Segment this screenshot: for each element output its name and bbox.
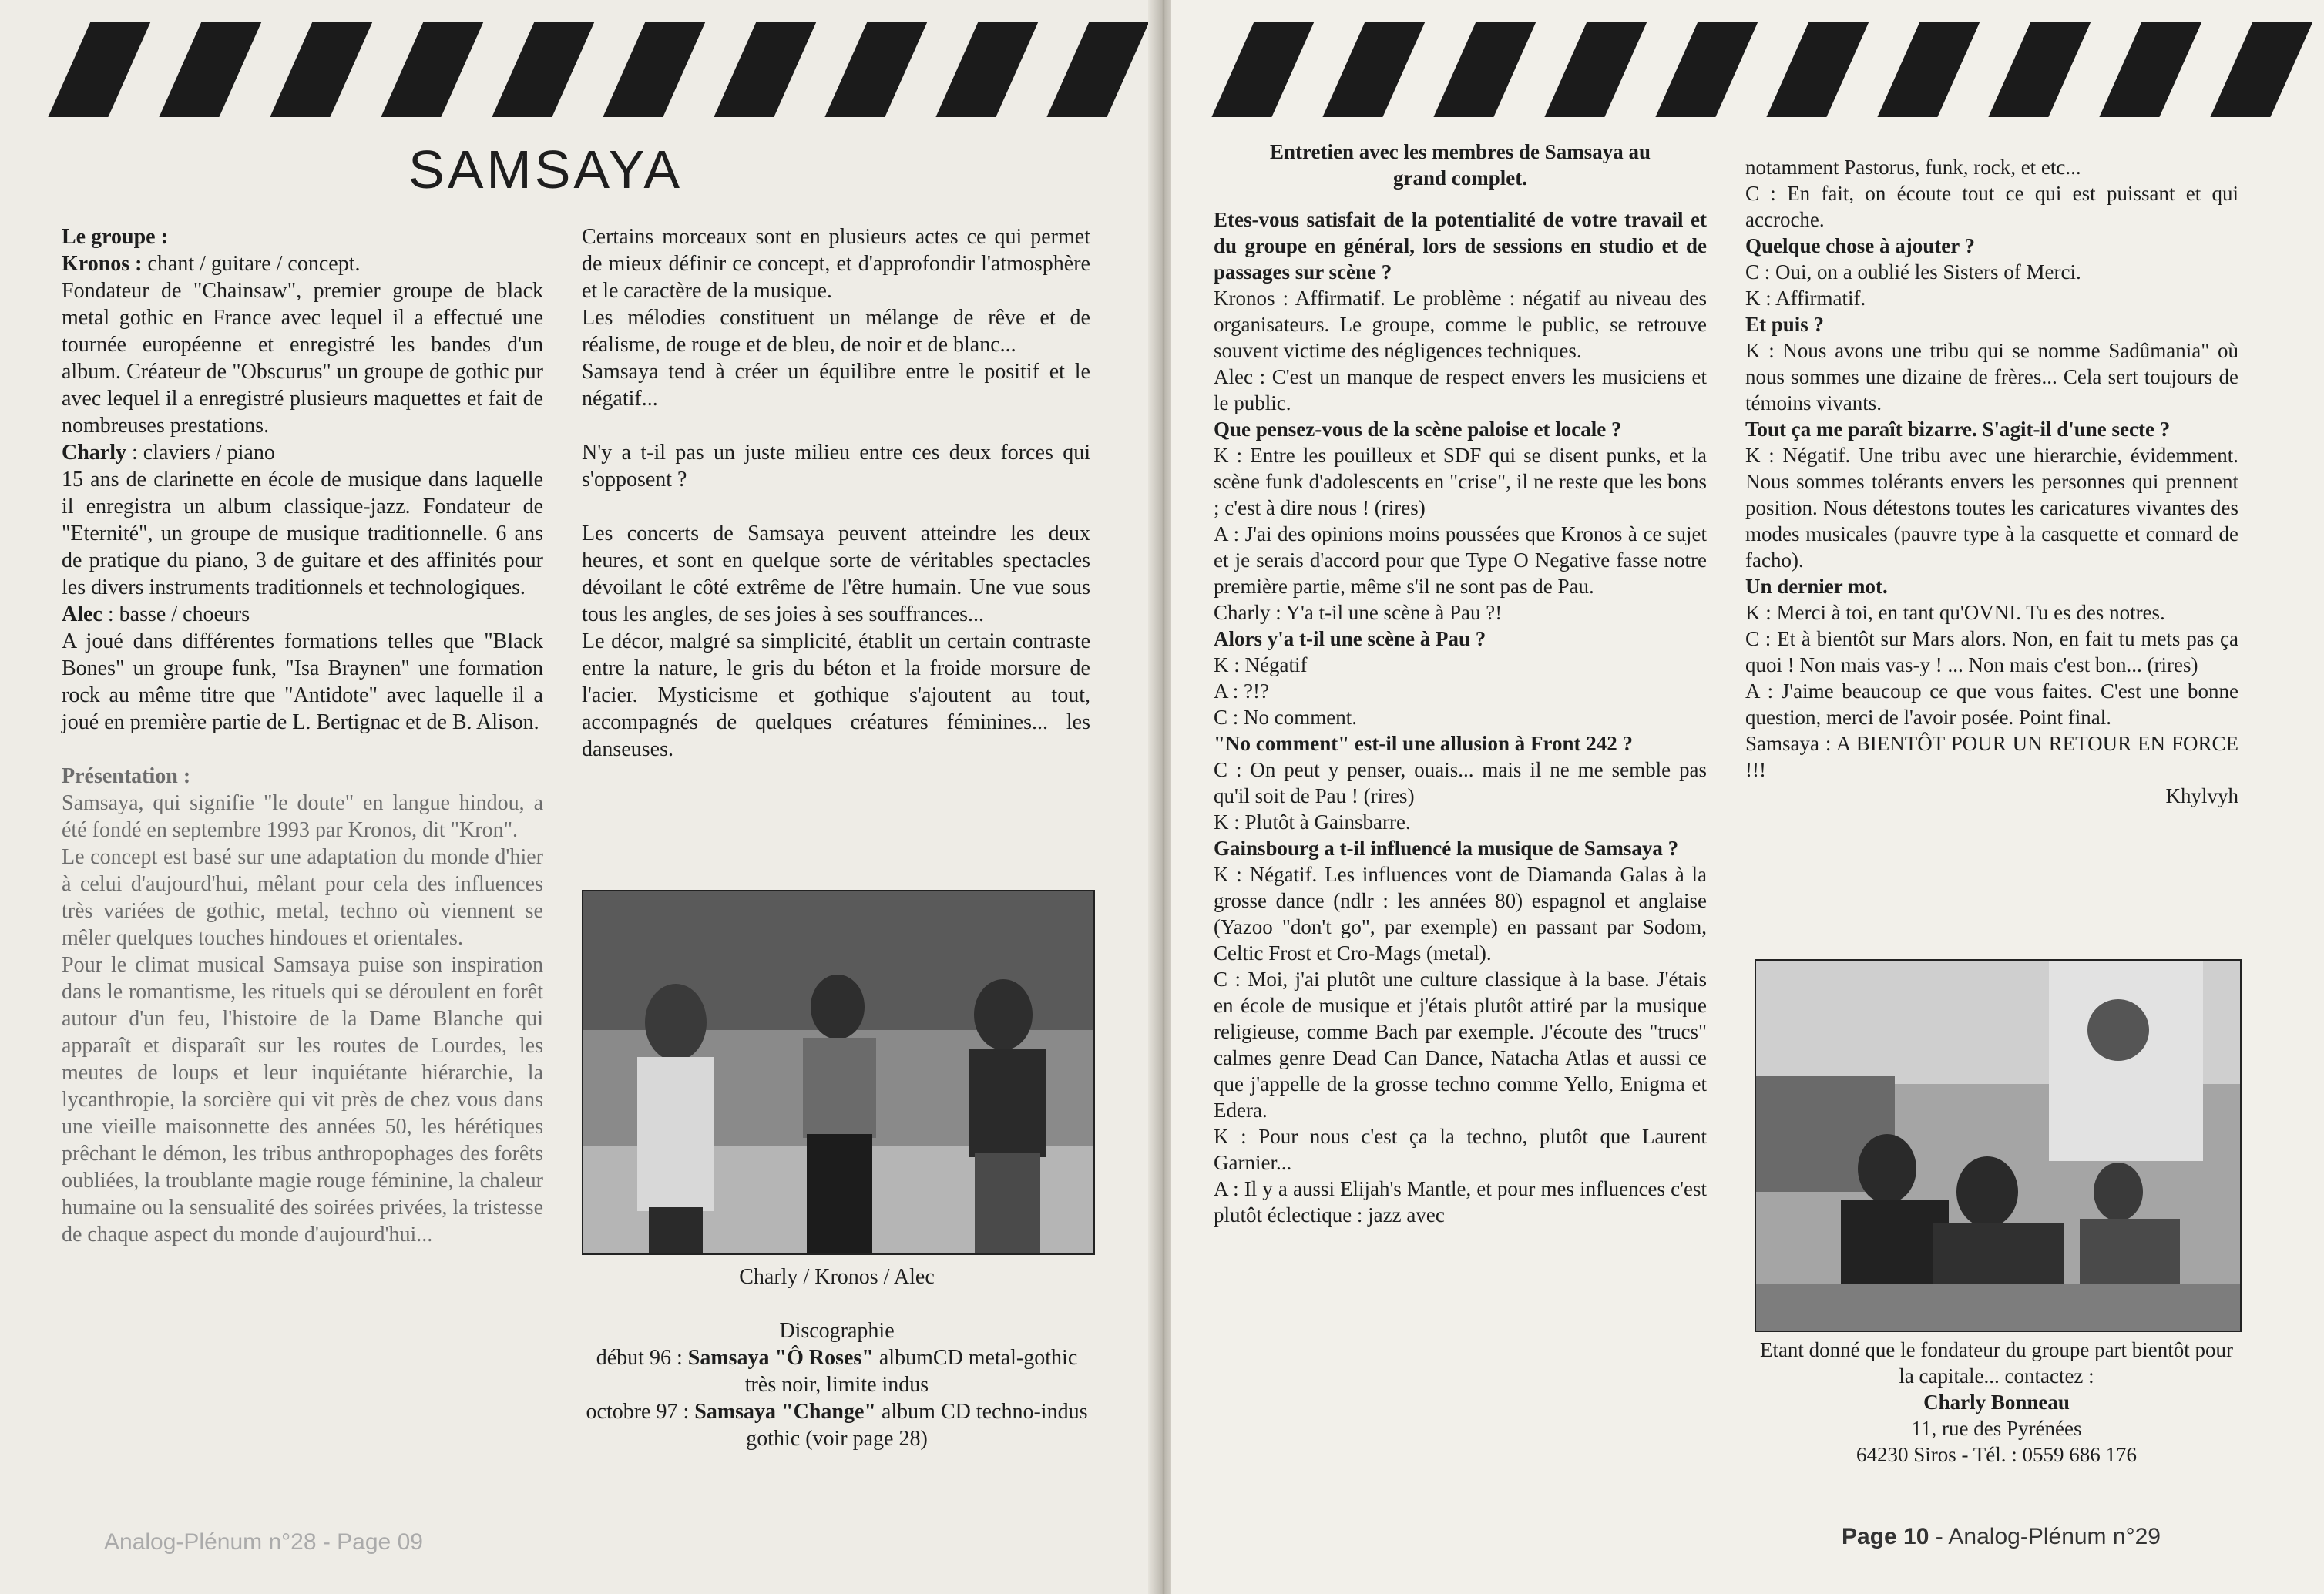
- band-photo-2-image: [1756, 961, 2240, 1331]
- interview-intro: Entretien avec les membres de Samsaya au grand complet.: [1270, 140, 1651, 190]
- stripe: [159, 22, 261, 117]
- spacer: [1214, 191, 1707, 206]
- left-column-1: [62, 223, 543, 1248]
- left-column-2: [582, 223, 1090, 763]
- photo-caption: Charly / Kronos / Alec: [739, 1265, 935, 1289]
- presentation-block: [62, 763, 543, 1248]
- answer-8: K : Négatif. Une tribu avec une hierarchie, évidemment. Nous sommes tolérants envers les personnes qui prennent position. Nous détestons toutes les caricatures vivantes des modes musicales (pauvre type à la casquette et connard de facho).: [1745, 444, 2238, 572]
- answer-6: C : Oui, on a oublié les Sisters of Merci.: [1745, 260, 2081, 284]
- disco-title-1: Samsaya "Ô Roses": [687, 1346, 874, 1370]
- answer-9b: C : Et à bientôt sur Mars alors. Non, en fait tu mets pas ça quoi ! Non mais vas-y ! ... Non mais c'est bon... (rires): [1745, 627, 2238, 676]
- stripe: [1322, 22, 1425, 117]
- stripe: [824, 22, 927, 117]
- header-stripes: [1233, 22, 2292, 122]
- concept-paragraph-4: N'y a t-il pas un juste milieu entre ces deux forces qui s'opposent ?: [582, 441, 1090, 492]
- alec-name: Alec: [62, 602, 102, 626]
- kronos-bio: Fondateur de "Chainsaw", premier groupe de black metal gothic en France avec lequel il a effectué une tournée européenne et enregistré les bandes d'un album. Créateur de "Obscurus" un groupe de gothic pur avec lequel il a enregistré plusieurs maquettes et fait de nombreuses prestations.: [62, 279, 543, 438]
- stripe: [1211, 22, 1314, 117]
- question-9: Un dernier mot.: [1745, 575, 1888, 598]
- contact-block: [1755, 1337, 2238, 1468]
- answer-1b: Alec : C'est un manque de respect envers les musiciens et le public.: [1214, 365, 1707, 414]
- right-column-2: [1745, 154, 2238, 809]
- kronos-line: [62, 250, 543, 277]
- question-6: Quelque chose à ajouter ?: [1745, 234, 1975, 257]
- discography: [582, 1263, 1092, 1452]
- stripe: [714, 22, 816, 117]
- charly-role: : claviers / piano: [126, 441, 275, 465]
- left-page: [0, 0, 1156, 1594]
- stripe: [1988, 22, 2091, 117]
- charly-line: [62, 439, 543, 466]
- continued-answer: notamment Pastorus, funk, rock, et etc...: [1745, 156, 2081, 179]
- presentation-heading: Présentation :: [62, 764, 191, 788]
- answer-2c: Charly : Y'a t-il une scène à Pau ?!: [1214, 601, 1503, 624]
- header-stripes: [69, 22, 1128, 122]
- question-4: "No comment" est-il une allusion à Front 242 ?: [1214, 732, 1633, 755]
- decor-paragraph: Le décor, malgré sa simplicité, établit un certain contraste entre la nature, le gris du béton et la froide morsure de l'acier. Mysticisme et gothique s'ajoutent au tout, accompagnés de quelques créatures féminines... les danseuses.: [582, 629, 1090, 761]
- concept-paragraph-2: Les mélodies constituent un mélange de rêve et de réalisme, de rouge et de bleu, de noir et de blanc...: [582, 306, 1090, 357]
- question-7: Et puis ?: [1745, 313, 1825, 336]
- right-page-footer: [1842, 1524, 2161, 1550]
- stripe: [492, 22, 594, 117]
- band-photo-image: [583, 891, 1093, 1253]
- discography-heading: Discographie: [779, 1319, 895, 1343]
- answer-7: K : Nous avons une tribu qui se nomme Sadûmania" où nous sommes une dizaine de frères... Cela sert toujours de témoins vivants.: [1745, 339, 2238, 414]
- answer-4b: K : Plutôt à Gainsbarre.: [1214, 810, 1411, 834]
- question-2: Que pensez-vous de la scène paloise et locale ?: [1214, 418, 1622, 441]
- stripe: [270, 22, 372, 117]
- band-photo-2: [1755, 959, 2242, 1332]
- presentation-p1: Samsaya, qui signifie "le doute" en langue hindou, a été fondé en septembre 1993 par Kronos, dit "Kron".: [62, 791, 543, 842]
- discography-item-1: [582, 1344, 1092, 1398]
- charly-bio: 15 ans de clarinette en école de musique dans laquelle il enregistra un album classique-jazz. Fondateur de "Eternité", un groupe de musique traditionnelle. 6 ans de pratique du piano, 3 de guitare et des affinités pour les divers instruments traditionnels et technologiques.: [62, 468, 543, 599]
- answer-2: K : Entre les pouilleux et SDF qui se disent punks, et la scène funk d'adolescents en "crise", il ne reste que les bons ; c'est à dire nous ! (rires): [1214, 444, 1707, 519]
- groupe-heading: Le groupe :: [62, 225, 168, 249]
- concerts-paragraph: Les concerts de Samsaya peuvent atteindre les deux heures, et sont en quelque sorte de véritables spectacles dévoilant le côté extrême de l'être humain. Une vue sous tous les angles, de ses joies à ses souffrances...: [582, 522, 1090, 626]
- answer-4: C : On peut y penser, ouais... mais il ne me semble pas qu'il soit de Pau ! (rires): [1214, 758, 1707, 807]
- answer-5: K : Négatif. Les influences vont de Diamanda Galas à la grosse dance (ndlr : les années 80) espagnol et anglaise (Yazoo "don't go", par exemple) en passant par Sodom, Celtic Frost et Cro-Mags (metal).: [1214, 863, 1707, 965]
- question-1: Etes-vous satisfait de la potentialité de votre travail et du groupe en général, lors de sessions en studio et de passages sur scène ?: [1214, 208, 1707, 284]
- left-page-footer: Analog-Plénum n°28 - Page 09: [104, 1529, 423, 1555]
- stripe: [1655, 22, 1758, 117]
- band-photo: [582, 890, 1095, 1255]
- answer-9d: Samsaya : A BIENTÔT POUR UN RETOUR EN FORCE !!!: [1745, 732, 2238, 781]
- answer-9: K : Merci à toi, en tant qu'OVNI. Tu es des notres.: [1745, 601, 2165, 624]
- stripe: [603, 22, 705, 117]
- contact-text: Etant donné que le fondateur du groupe part bientôt pour la capitale... contactez :: [1759, 1338, 2234, 1388]
- answer-3: K : Négatif: [1214, 653, 1308, 676]
- disco-desc-2: album CD techno-indus gothic (voir page 28): [746, 1400, 1088, 1451]
- page-number: Page 10: [1842, 1524, 1929, 1549]
- question-5: Gainsbourg a t-il influencé la musique de Samsaya ?: [1214, 837, 1679, 860]
- disco-title-2: Samsaya "Change": [694, 1400, 876, 1424]
- kronos-role: chant / guitare / concept.: [142, 252, 361, 276]
- answer-3c: C : No comment.: [1214, 706, 1357, 729]
- magazine-issue: - Analog-Plénum n°29: [1929, 1524, 2161, 1549]
- disco-desc-1: albumCD metal-gothic très noir, limite indus: [744, 1346, 1078, 1397]
- question-3: Alors y'a t-il une scène à Pau ?: [1214, 627, 1486, 650]
- kronos-name: Kronos :: [62, 252, 143, 276]
- disco-date-1: début 96 :: [596, 1346, 688, 1370]
- concept-paragraph-1: Certains morceaux sont en plusieurs actes ce qui permet de mieux définir ce concept, et d'approfondir l'atmosphère et le caractère de la musique.: [582, 225, 1090, 303]
- disco-date-2: octobre 97 :: [586, 1400, 695, 1424]
- answer-5d: A : Il y a aussi Elijah's Mantle, et pour mes influences c'est plutôt éclectique : jazz avec: [1214, 1177, 1707, 1227]
- contact-address-1: 11, rue des Pyrénées: [1911, 1417, 2082, 1440]
- author-signature: Khylvyh: [2165, 784, 2238, 807]
- answer-5b: C : Moi, j'ai plutôt une culture classique à la base. J'étais en école de musique et j'étais plutôt attiré par la musique religieuse, comme Bach par exemple. J'écoute des "trucs" calmes genre Dead Can Dance, Natacha Atlas et aussi ce que j'appelle de la grosse techno comme Yello, Enigma et Edera.: [1214, 968, 1707, 1122]
- contact-address-2: 64230 Siros - Tél. : 0559 686 176: [1856, 1443, 2137, 1466]
- stripe: [2099, 22, 2201, 117]
- concept-paragraph-3: Samsaya tend à créer un équilibre entre le positif et le négatif...: [582, 360, 1090, 411]
- alec-line: [62, 601, 543, 628]
- stripe: [1433, 22, 1536, 117]
- answer-2b: A : J'ai des opinions moins poussées que Kronos à ce sujet et je serais d'accord pour que Type O Negative fasse notre première partie, même s'il ne sont pas de Pau.: [1214, 522, 1707, 598]
- discography-item-2: [582, 1398, 1092, 1452]
- question-8: Tout ça me paraît bizarre. S'agit-il d'une secte ?: [1745, 418, 2171, 441]
- continued-answer-b: C : En fait, on écoute tout ce qui est puissant et qui accroche.: [1745, 182, 2238, 231]
- charly-name: Charly: [62, 441, 126, 465]
- stripe: [1877, 22, 1980, 117]
- answer-9c: A : J'aime beaucoup ce que vous faites. C'est une bonne question, merci de l'avoir posée. Point final.: [1745, 680, 2238, 729]
- article-title: SAMSAYA: [408, 139, 683, 200]
- right-column-1: [1214, 139, 1707, 1228]
- right-page: [1171, 0, 2324, 1594]
- spacer: [582, 1290, 1092, 1317]
- answer-3b: A : ?!?: [1214, 680, 1269, 703]
- stripe: [1766, 22, 1869, 117]
- stripe: [935, 22, 1038, 117]
- answer-5c: K : Pour nous c'est ça la techno, plutôt que Laurent Garnier...: [1214, 1125, 1707, 1174]
- spacer: [582, 412, 1090, 439]
- stripe: [1544, 22, 1647, 117]
- answer-1: Kronos : Affirmatif. Le problème : négatif au niveau des organisateurs. Le groupe, comme le public, se retrouve souvent victime des négligences techniques.: [1214, 287, 1707, 362]
- alec-role: : basse / choeurs: [102, 602, 250, 626]
- stripe: [1046, 22, 1149, 117]
- spacer: [62, 736, 543, 763]
- contact-name: Charly Bonneau: [1923, 1391, 2070, 1414]
- answer-6b: K : Affirmatif.: [1745, 287, 1866, 310]
- spacer: [582, 493, 1090, 520]
- presentation-p3: Pour le climat musical Samsaya puise son inspiration dans le romantisme, les rituels qui se déroulent en forêt autour d'un feu, l'histoire de la Dame Blanche qui apparaît et disparaît sur les routes de Lourdes, les meutes de loups et leur inquiétante hiérarchie, la lycanthropie, la sorcière qui vit près de chez vous dans une vieille maisonnette des années 50, les hérétiques prêchant le démon, les tribus anthropophages des forêts oubliées, la troublante magie rouge féminine, la chaleur humaine ou la sensualité des soirées privées, la tristesse de chaque aspect du monde d'aujourd'hui...: [62, 953, 543, 1247]
- alec-bio: A joué dans différentes formations telles que "Black Bones" un groupe funk, "Isa Braynen" une formation rock au même titre que "Antidote" avec laquelle il a joué en première partie de L. Bertignac et de B. Alison.: [62, 629, 543, 734]
- presentation-p2: Le concept est basé sur une adaptation du monde d'hier à celui d'aujourd'hui, mêlant pour cela des influences très variées de gothic, metal, techno où viennent se mêler quelques touches hindoues et orientales.: [62, 845, 543, 950]
- stripe: [2210, 22, 2312, 117]
- stripe: [48, 22, 150, 117]
- stripe: [381, 22, 483, 117]
